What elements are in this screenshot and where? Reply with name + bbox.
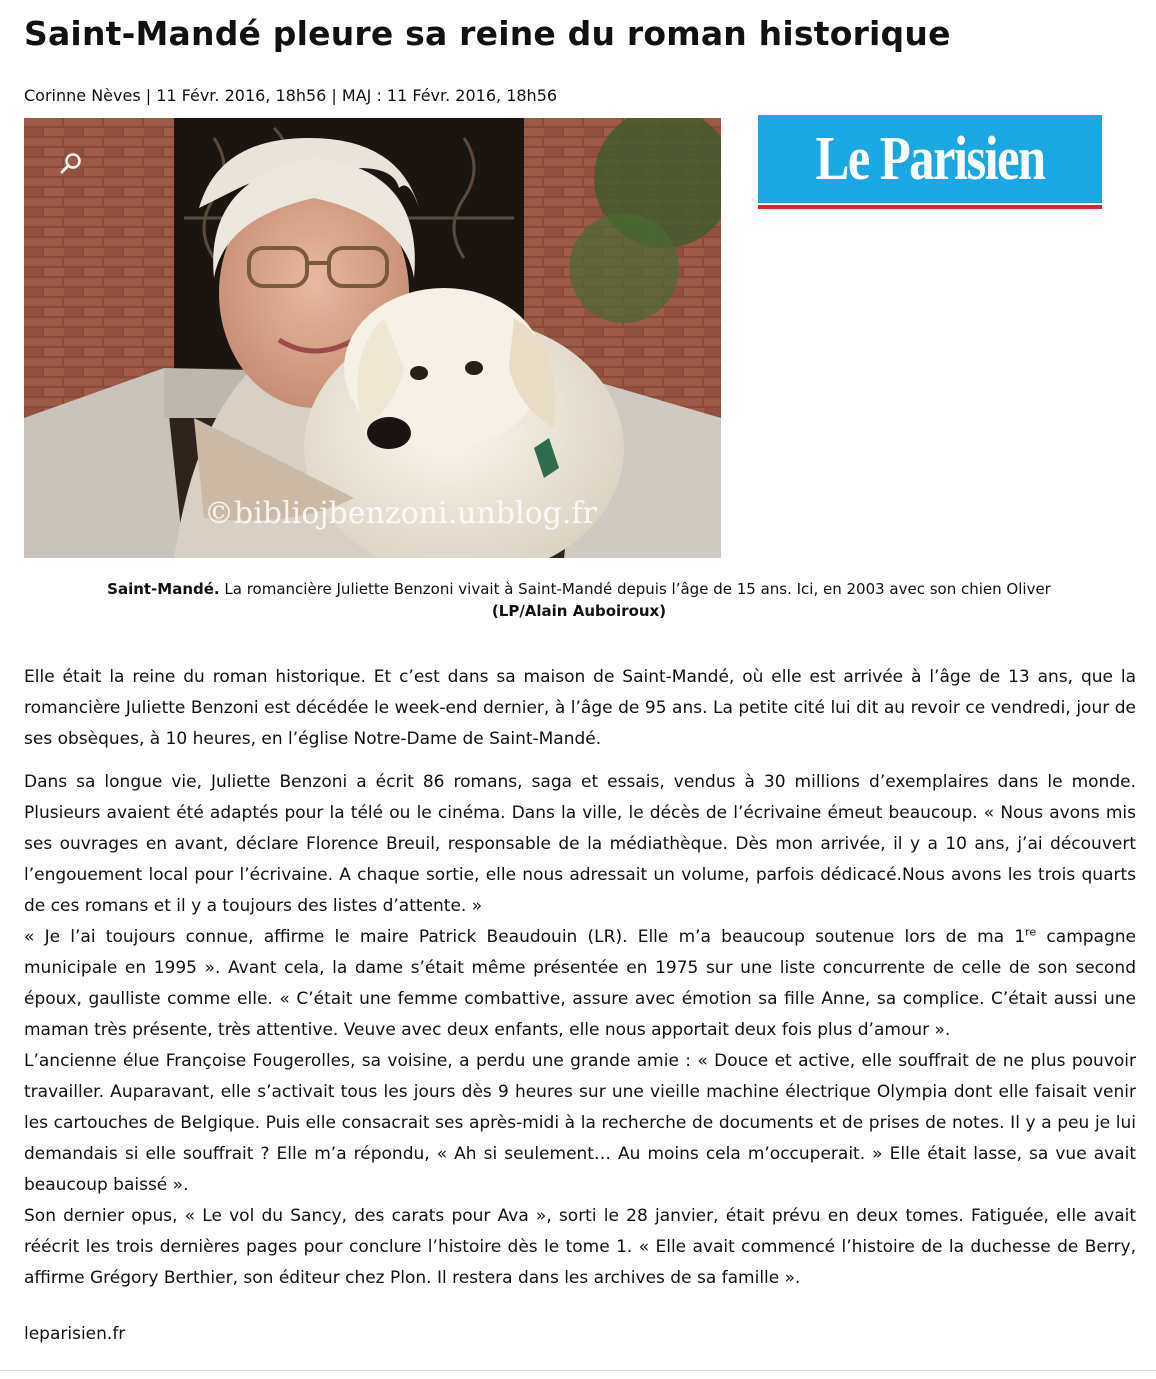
logo-box	[758, 115, 1102, 203]
paragraph-4: L’ancienne élue Françoise Fougerolles, sa voisine, a perdu une grande amie : « Douce et active, elle souffrait de ne plus pouvoir travailler. Auparavant, elle s’activait tous les jours dès 9 heures sur une vieille machine électrique Olympia dont elle faisait venir les cartouches de Belgique. Puis elle consacrait ses après-midi à la recherche de documents et de prises de notes. Il y a peu je lui demandais si elle souffrait ? Elle m’a répondu, « Ah si seulement… Au moins cela m’occuperait. » Elle était lasse, sa vue avait beaucoup baissé ».	[24, 1051, 1136, 1195]
zoom-icon[interactable]	[58, 150, 84, 176]
paragraph-3-part-b: campagne municipale en 1995 ». Avant cela, la dame s’était même présentée en 1975 sur une liste concurrente de celle de son second époux, gaulliste comme elle. « C’était une femme combattive, assure avec émotion sa fille Anne, sa complice. C’était aussi une maman très présente, très attentive. Veuve avec deux enfants, elle nous apportait deux fois plus d’amour ».	[24, 927, 1136, 1040]
photo-illustration	[24, 118, 721, 558]
photo-watermark: ©bibliojbenzoni.unblog.fr	[204, 496, 597, 531]
logo-text: Le Parisien	[815, 125, 1045, 193]
logo-stripe	[758, 205, 1102, 209]
caption-text: La romancière Juliette Benzoni vivait à Saint-Mandé depuis l’âge de 15 ans. Ici, en 2003 avec son chien Oliver	[219, 580, 1051, 598]
article-title: Saint-Mandé pleure sa reine du roman historique	[24, 14, 951, 53]
photo-credit: (LP/Alain Auboiroux)	[491, 602, 667, 620]
paragraph-2: Dans sa longue vie, Juliette Benzoni a écrit 86 romans, saga et essais, vendus à 30 millions d’exemplaires dans le monde. Plusieurs avaient été adaptés pour la télé ou le cinéma. Dans la ville, le décès de l’écrivaine émeut beaucoup. « Nous avons mis ses ouvrages en avant, déclare Florence Breuil, responsable de la médiathèque. Dès mon arrivée, il y a 10 ans, j’ai découvert l’engouement local pour l’écrivaine. A chaque sortie, elle nous adressait un volume, parfois dédicacé.Nous avons les trois quarts de ces romans et il y a toujours des listes d’attente. »	[24, 772, 1136, 916]
article-photo[interactable]	[24, 118, 721, 558]
paragraph-1: Elle était la reine du roman historique. Et c’est dans sa maison de Saint-Mandé, où elle est arrivée à l’âge de 13 ans, que la romancière Juliette Benzoni est décédée le week-end dernier, à l’âge de 95 ans. La petite cité lui dit au revoir ce vendredi, jour de ses obsèques, à 10 heures, en l’église Notre-Dame de Saint-Mandé.	[24, 667, 1136, 749]
byline: Corinne Nèves | 11 Févr. 2016, 18h56 | MAJ : 11 Févr. 2016, 18h56	[24, 86, 558, 105]
paragraph-3-part-a: « Je l’ai toujours connue, affirme le maire Patrick Beaudouin (LR). Elle m’a beaucoup soutenue lors de ma 1	[24, 927, 1026, 947]
bottom-divider	[0, 1370, 1156, 1371]
paragraph-5: Son dernier opus, « Le vol du Sancy, des carats pour Ava », sorti le 28 janvier, était prévu en deux tomes. Fatiguée, elle avait réécrit les trois dernières pages pour conclure l’histoire dès le tome 1. « Elle avait commencé l’histoire de la duchesse de Berry, affirme Grégory Berthier, son éditeur chez Plon. Il restera dans les archives de sa famille ».	[24, 1206, 1136, 1288]
source-site: leparisien.fr	[24, 1324, 126, 1344]
ordinal-superscript: re	[1025, 925, 1037, 939]
photo-caption	[24, 578, 1134, 622]
caption-place: Saint-Mandé.	[107, 580, 220, 598]
article-body	[24, 662, 1136, 1294]
paragraph-3	[24, 922, 1136, 1046]
le-parisien-logo	[758, 115, 1102, 212]
